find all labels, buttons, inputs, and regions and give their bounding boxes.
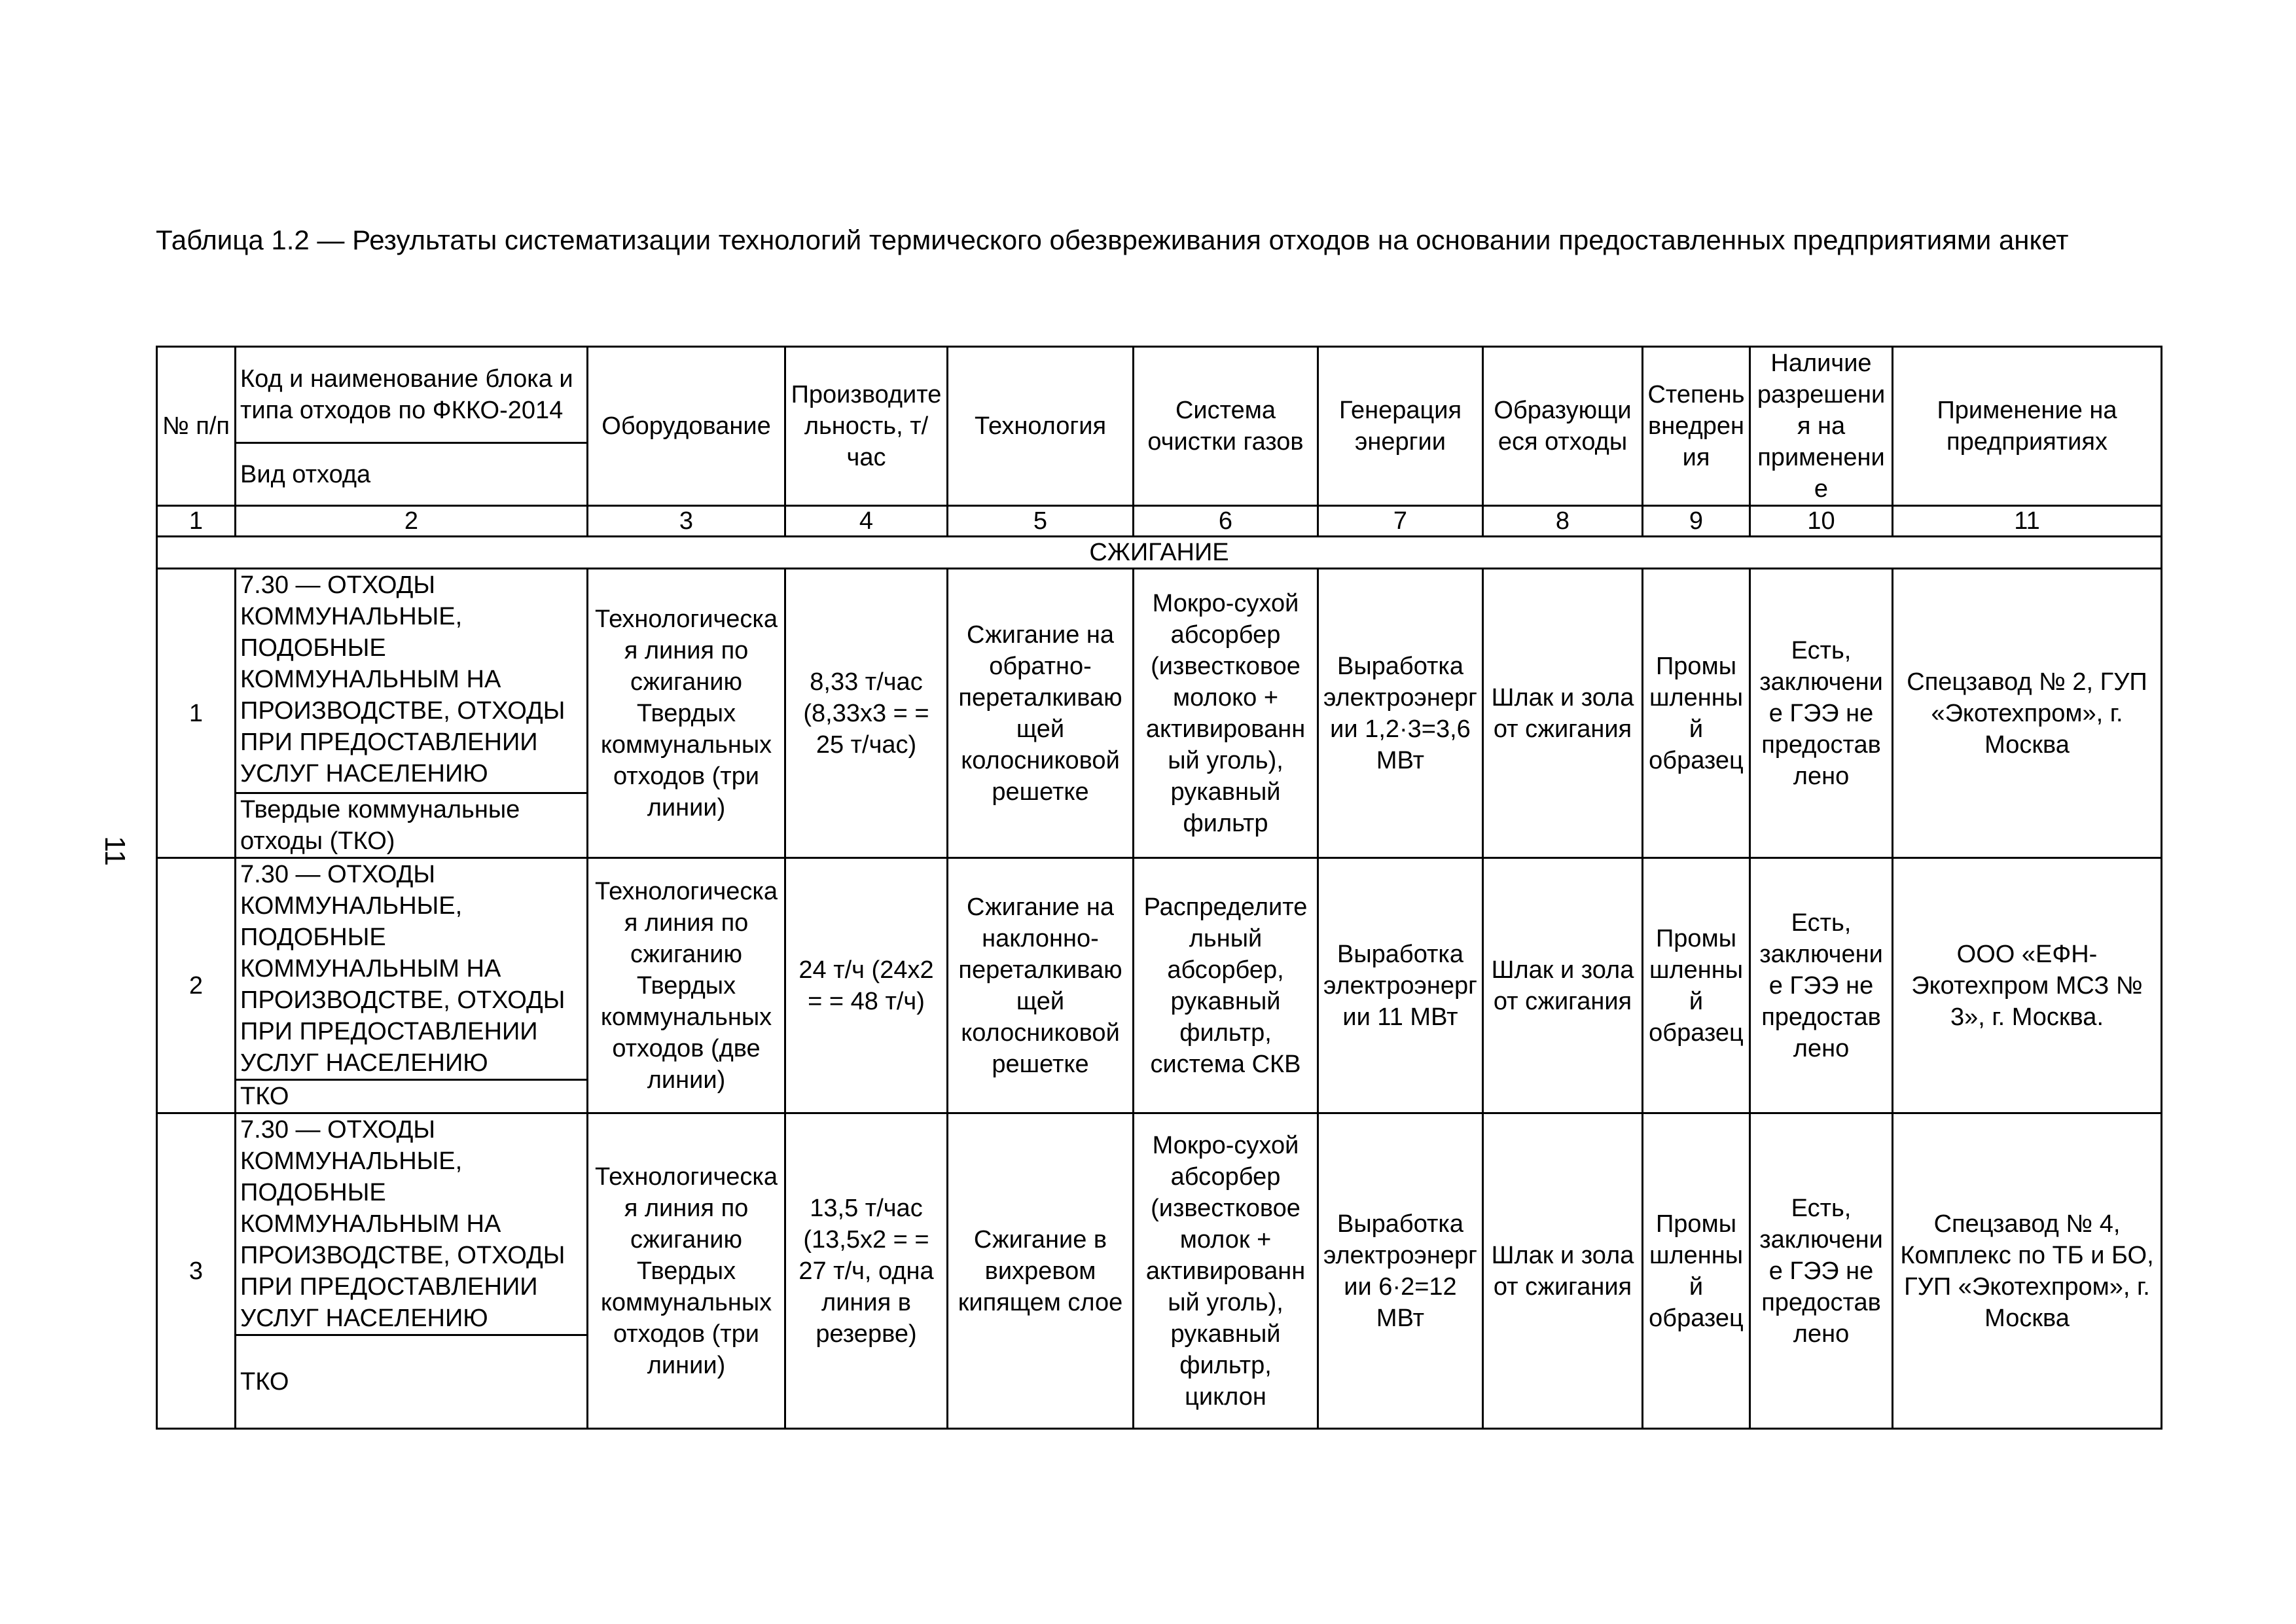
row-gas-cleaning: Мокро-сухой абсорбер (известковое молоко + активированный уголь), рукавный фильтр bbox=[1134, 569, 1318, 858]
column-number-row bbox=[157, 506, 2162, 537]
row-equipment: Технологическая линия по сжиганию Твердых коммунальных отходов (три линии) bbox=[588, 1113, 785, 1429]
row-technology: Сжигание в вихревом кипящем слое bbox=[948, 1113, 1134, 1429]
column-number: 6 bbox=[1134, 506, 1318, 537]
header-technology: Технология bbox=[948, 347, 1134, 506]
page-number: 11 bbox=[99, 836, 131, 866]
row-capacity: 13,5 т/час (13,5x2 = = 27 т/ч, одна линия в резерве) bbox=[785, 1113, 948, 1429]
column-number: 4 bbox=[785, 506, 948, 537]
row-waste-type: Твердые коммунальные отходы (ТКО) bbox=[236, 793, 588, 858]
row-implementation: Промышленный образец bbox=[1643, 858, 1750, 1113]
row-residues: Шлак и зола от сжигания bbox=[1483, 858, 1643, 1113]
section-title: СЖИГАНИЕ bbox=[157, 537, 2162, 569]
row-waste-type: ТКО bbox=[236, 1335, 588, 1429]
header-waste-type: Вид отхода bbox=[236, 443, 588, 506]
table-row bbox=[157, 858, 2162, 1080]
row-technology: Сжигание на наклонно-переталкивающей колосниковой решетке bbox=[948, 858, 1134, 1113]
row-residues: Шлак и зола от сжигания bbox=[1483, 569, 1643, 858]
row-code: 7.30 — ОТХОДЫ КОММУНАЛЬНЫЕ, ПОДОБНЫЕ КОММУНАЛЬНЫМ НА ПРОИЗВОДСТВЕ, ОТХОДЫ ПРИ ПРЕДОСТАВЛЕНИИ УСЛУГ НАСЕЛЕНИЮ bbox=[236, 858, 588, 1080]
row-waste-type: ТКО bbox=[236, 1080, 588, 1113]
row-capacity: 8,33 т/час (8,33x3 = = 25 т/час) bbox=[785, 569, 948, 858]
row-application: ООО «ЕФН-Экотехпром МСЗ № 3», г. Москва. bbox=[1893, 858, 2162, 1113]
row-gas-cleaning: Распределительный абсорбер, рукавный фильтр, система СКВ bbox=[1134, 858, 1318, 1113]
column-number: 10 bbox=[1750, 506, 1893, 537]
header-permit: Наличие разрешения на применение bbox=[1750, 347, 1893, 506]
row-energy: Выработка электроэнергии 11 МВт bbox=[1318, 858, 1483, 1113]
table-row bbox=[157, 1113, 2162, 1335]
row-permit: Есть, заключение ГЭЭ не предоставлено bbox=[1750, 858, 1893, 1113]
row-energy: Выработка электроэнергии 1,2·3=3,6 МВт bbox=[1318, 569, 1483, 858]
column-number: 1 bbox=[157, 506, 236, 537]
row-implementation: Промышленный образец bbox=[1643, 569, 1750, 858]
column-number: 9 bbox=[1643, 506, 1750, 537]
row-code: 7.30 — ОТХОДЫ КОММУНАЛЬНЫЕ, ПОДОБНЫЕ КОММУНАЛЬНЫМ НА ПРОИЗВОДСТВЕ, ОТХОДЫ ПРИ ПРЕДОСТАВЛЕНИИ УСЛУГ НАСЕЛЕНИЮ bbox=[236, 1113, 588, 1335]
header-application: Применение на предприятиях bbox=[1893, 347, 2162, 506]
row-gas-cleaning: Мокро-сухой абсорбер (известковое молок + активированный уголь), рукавный фильтр, циклон bbox=[1134, 1113, 1318, 1429]
header-equipment: Оборудование bbox=[588, 347, 785, 506]
column-number: 5 bbox=[948, 506, 1134, 537]
header-residues: Образующиеся отходы bbox=[1483, 347, 1643, 506]
section-row bbox=[157, 537, 2162, 569]
row-code: 7.30 — ОТХОДЫ КОММУНАЛЬНЫЕ, ПОДОБНЫЕ КОММУНАЛЬНЫМ НА ПРОИЗВОДСТВЕ, ОТХОДЫ ПРИ ПРЕДОСТАВЛЕНИИ УСЛУГ НАСЕЛЕНИЮ bbox=[236, 569, 588, 793]
column-number: 11 bbox=[1893, 506, 2162, 537]
row-implementation: Промышленный образец bbox=[1643, 1113, 1750, 1429]
column-number: 8 bbox=[1483, 506, 1643, 537]
table-caption: Таблица 1.2 — Результаты систематизации технологий термического обезвреживания отходов на основании предоставленных предприятиями анкет bbox=[156, 225, 2069, 255]
row-residues: Шлак и зола от сжигания bbox=[1483, 1113, 1643, 1429]
row-permit: Есть, заключение ГЭЭ не предоставлено bbox=[1750, 569, 1893, 858]
table-row bbox=[157, 569, 2162, 793]
row-application: Спецзавод № 2, ГУП «Экотехпром», г. Москва bbox=[1893, 569, 2162, 858]
results-table bbox=[156, 346, 2162, 1430]
header-implementation: Степень внедрения bbox=[1643, 347, 1750, 506]
row-num: 2 bbox=[157, 858, 236, 1113]
header-gas-cleaning: Система очистки газов bbox=[1134, 347, 1318, 506]
header-capacity: Производительность, т/час bbox=[785, 347, 948, 506]
row-num: 3 bbox=[157, 1113, 236, 1429]
row-technology: Сжигание на обратно-переталкивающей колосниковой решетке bbox=[948, 569, 1134, 858]
header-code: Код и наименование блока и типа отходов по ФККО-2014 bbox=[236, 347, 588, 443]
header-num: № п/п bbox=[157, 347, 236, 506]
row-energy: Выработка электроэнергии 6·2=12 МВт bbox=[1318, 1113, 1483, 1429]
row-equipment: Технологическая линия по сжиганию Твердых коммунальных отходов (три линии) bbox=[588, 569, 785, 858]
column-number: 3 bbox=[588, 506, 785, 537]
column-number: 7 bbox=[1318, 506, 1483, 537]
row-num: 1 bbox=[157, 569, 236, 858]
row-equipment: Технологическая линия по сжиганию Твердых коммунальных отходов (две линии) bbox=[588, 858, 785, 1113]
header-row bbox=[157, 347, 2162, 443]
column-number: 2 bbox=[236, 506, 588, 537]
row-application: Спецзавод № 4, Комплекс по ТБ и БО, ГУП «Экотехпром», г. Москва bbox=[1893, 1113, 2162, 1429]
header-energy: Генерация энергии bbox=[1318, 347, 1483, 506]
row-permit: Есть, заключение ГЭЭ не предоставлено bbox=[1750, 1113, 1893, 1429]
row-capacity: 24 т/ч (24x2 = = 48 т/ч) bbox=[785, 858, 948, 1113]
